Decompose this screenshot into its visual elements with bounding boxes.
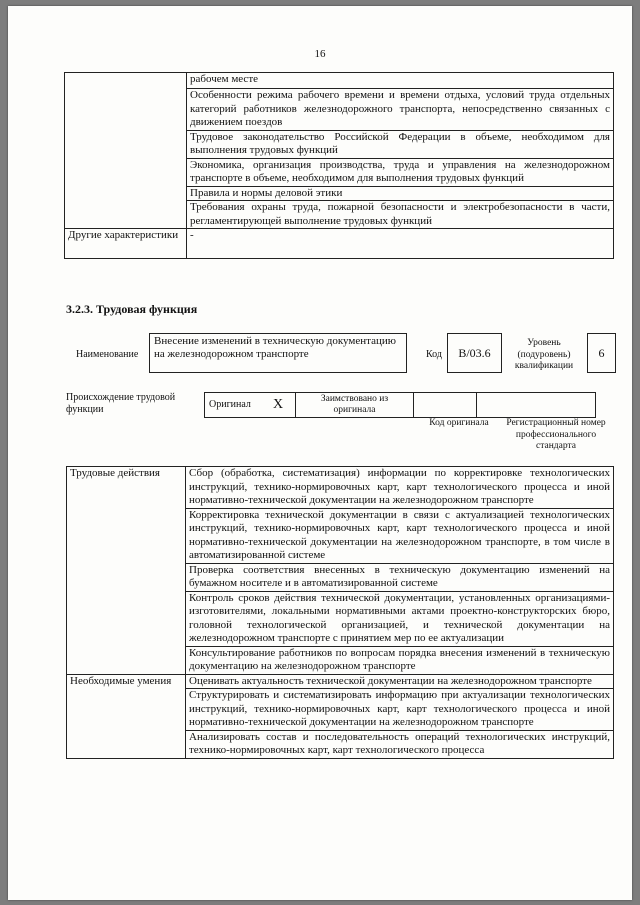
- table-cell: Корректировка технической документации в связи с актуализацией технологических инструкций, технико-нормировочных карт, карт технологического процесса и иной нормативно-технической документации на железнодорожном транспорте, в том числе в автоматизированной системе: [186, 508, 614, 563]
- table-row: [67, 674, 614, 689]
- table-cell: Сбор (обработка, систематизация) информации по корректировке технологических инструкций, технико-нормировочных карт, карт технологического процесса и иной нормативно-технической документации на железнодорожном транспорте: [186, 467, 614, 509]
- table-cell: -: [187, 229, 614, 259]
- table-cell: Трудовое законодательство Российской Федерации в объеме, необходимом для выполнения трудовых функций: [187, 130, 614, 158]
- name-label: Наименование: [76, 349, 139, 360]
- table-cell: Контроль сроков действия технической документации, установленных организациями-изготовителями, локальными нормативными актами проектно-конструкторских бюро, головной технологической организацией, и технической документации на железнодорожном транспорте с принятием мер по ее актуализации: [186, 591, 614, 646]
- level-value: 6: [587, 333, 616, 373]
- code-caption: Код оригинала: [429, 418, 489, 428]
- actions-table: [66, 466, 614, 759]
- table-cell-left: [65, 73, 187, 229]
- knowledge-table: [64, 72, 614, 259]
- table-cell: рабочем месте: [187, 73, 614, 89]
- row-header-skills: Необходимые умения: [67, 674, 186, 758]
- function-header: [66, 328, 616, 378]
- table-cell: Проверка соответствия внесенных в техническую документацию изменений на бумажном носителе и в автоматизированной системе: [186, 563, 614, 591]
- table-cell: Экономика, организация производства, труда и управления на железнодорожном транспорте в объеме, необходимом для выполнения трудовых функций: [187, 158, 614, 186]
- level-label: Уровень (подуровень) квалификации: [514, 338, 574, 371]
- table-cell: Оценивать актуальность технической документации на железнодорожном транспорте: [186, 674, 614, 689]
- table-cell: Правила и нормы деловой этики: [187, 186, 614, 201]
- table-cell: Анализировать состав и последовательность операций технологических инструкций, технико-нормировочных карт, карт технологического процесса: [186, 730, 614, 758]
- borrowed-label: Заимствовано из оригинала: [296, 393, 414, 418]
- function-code: В/03.6: [447, 333, 502, 373]
- table-row: [65, 229, 614, 259]
- reg-caption: Регистрационный номер профессионального стандарта: [506, 418, 606, 451]
- origin-label: Происхождение трудовой функции: [66, 392, 176, 415]
- table-row: [65, 73, 614, 89]
- table-cell: Особенности режима рабочего времени и времени отдыха, условий труда отдельных категорий работников железнодорожного транспорта, непосредственно связанных с движением поездов: [187, 89, 614, 131]
- origin-block: [66, 392, 616, 452]
- page-number: 16: [314, 48, 326, 60]
- function-name: Внесение изменений в техническую документацию на железнодорожном транспорте: [149, 333, 407, 373]
- table-row: [67, 467, 614, 509]
- document-page: [8, 6, 632, 900]
- original-code-cell: [414, 393, 477, 418]
- table-cell: Требования охраны труда, пожарной безопасности и электробезопасности в части, регламентирующей выполнение трудовых функций: [187, 201, 614, 229]
- table-row: [205, 393, 596, 418]
- origin-table: [204, 392, 596, 418]
- row-header-actions: Трудовые действия: [67, 467, 186, 675]
- reg-number-cell: [477, 393, 596, 418]
- section-title: 3.2.3. Трудовая функция: [66, 302, 198, 316]
- original-mark: X: [261, 393, 296, 418]
- code-label: Код: [426, 349, 442, 360]
- table-cell: Структурировать и систематизировать информацию при актуализации технологических инструкций, технико-нормировочных карт, карт технологического процесса и иной нормативно-технической документации на железнодорожном транспорте: [186, 689, 614, 731]
- original-label: Оригинал: [205, 393, 262, 418]
- row-header-other: Другие характеристики: [65, 229, 187, 259]
- table-cell: Консультирование работников по вопросам порядка внесения изменений в техническую документацию на железнодорожном транспорте: [186, 646, 614, 674]
